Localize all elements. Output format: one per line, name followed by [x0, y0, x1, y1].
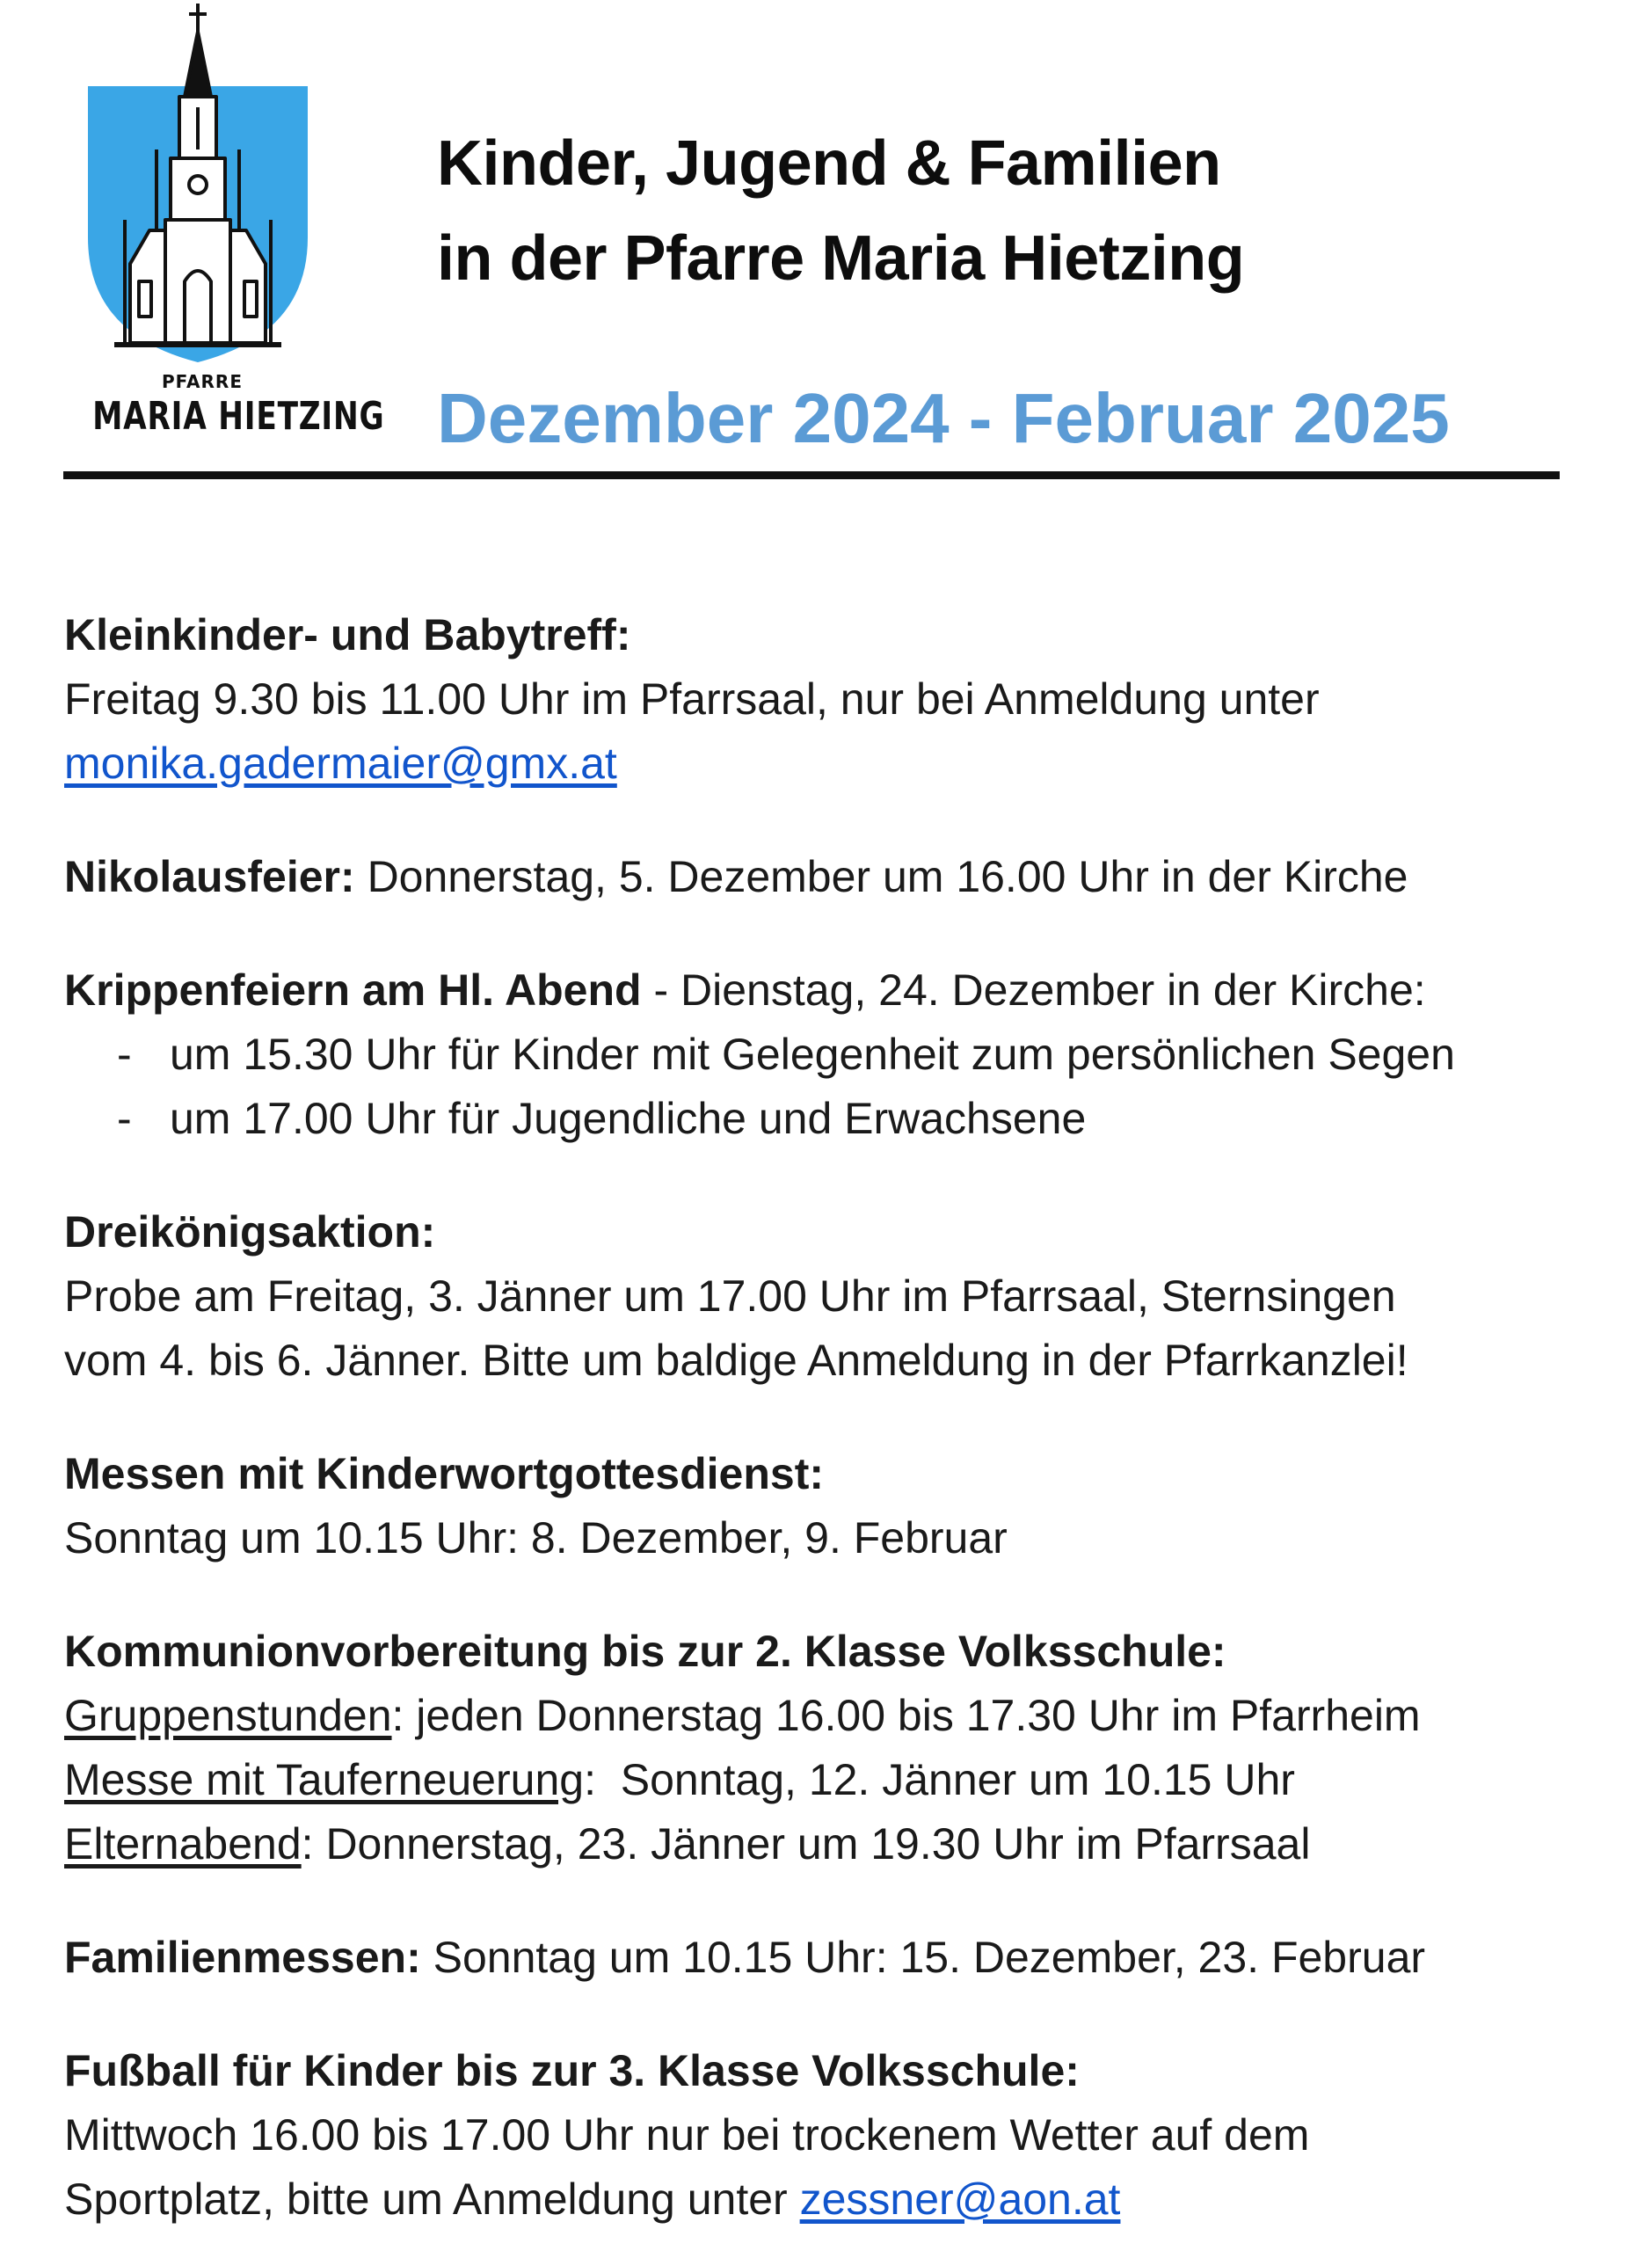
item-term: Gruppenstunden [64, 1691, 392, 1740]
section-messen-kinderwortgottesdienst [64, 1442, 1612, 1570]
section-label: Familienmessen: [64, 1933, 421, 1982]
section-familienmessen [64, 1926, 1612, 1990]
section-kleinkinder [64, 603, 1612, 796]
list-item: - um 15.30 Uhr für Kinder mit Gelegenheit zum persönlichen Segen [64, 1023, 1612, 1087]
email-link-zessner[interactable]: zessner@aon.at [799, 2175, 1121, 2224]
bullet-dash: - [117, 1030, 132, 1079]
title-line-1: Kinder, Jugend & Familien [437, 128, 1221, 199]
header-divider [63, 471, 1560, 479]
section-text: Probe am Freitag, 3. Jänner um 17.00 Uhr im Pfarrsaal, Sternsingen [64, 1271, 1396, 1321]
section-fussball [64, 2039, 1612, 2232]
section-text: - Dienstag, 24. Dezember in der Kirche: [641, 965, 1426, 1015]
section-text: Sonntag um 10.15 Uhr: 15. Dezember, 23. Februar [420, 1933, 1426, 1982]
section-dreikoenigsaktion [64, 1200, 1612, 1393]
section-text: Freitag 9.30 bis 11.00 Uhr im Pfarrsaal, nur bei Anmeldung unter [64, 674, 1320, 724]
program-list [64, 603, 1612, 2232]
list-item: Gruppenstunden: jeden Donnerstag 16.00 bis 17.30 Uhr im Pfarrheim [64, 1691, 1421, 1740]
item-term: Elternabend [64, 1819, 302, 1869]
list-item: - um 17.00 Uhr für Jugendliche und Erwachsene [64, 1087, 1612, 1151]
section-text: vom 4. bis 6. Jänner. Bitte um baldige Anmeldung in der Pfarrkanzlei! [64, 1336, 1408, 1385]
title-line-2: in der Pfarre Maria Hietzing [437, 223, 1245, 294]
section-label: Dreikönigsaktion: [64, 1207, 436, 1257]
item-term: Messe mit Tauferneuerung [64, 1755, 585, 1804]
bullet-dash: - [117, 1094, 132, 1143]
list-item: Elternabend: Donnerstag, 23. Jänner um 19.30 Uhr im Pfarrsaal [64, 1819, 1311, 1869]
section-label: Krippenfeiern am Hl. Abend [64, 965, 642, 1015]
section-label: Kleinkinder- und Babytreff: [64, 610, 631, 659]
logo-parish-name: MARIA HIETZING [92, 394, 385, 439]
section-nikolaus [64, 845, 1612, 909]
section-text: Mittwoch 16.00 bis 17.00 Uhr nur bei trockenem Wetter auf dem [64, 2110, 1310, 2160]
section-text: Sportplatz, bitte um Anmeldung unter [64, 2175, 800, 2224]
section-label: Fußball für Kinder bis zur 3. Klasse Volksschule: [64, 2046, 1080, 2095]
email-link-monika[interactable]: monika.gadermaier@gmx.at [64, 739, 617, 788]
page-title [437, 116, 1244, 306]
section-label: Messen mit Kinderwortgottesdienst: [64, 1449, 824, 1498]
section-text: Donnerstag, 5. Dezember um 16.00 Uhr in der Kirche [354, 852, 1408, 901]
church-icon [62, 0, 343, 369]
list-item: Messe mit Tauferneuerung: Sonntag, 12. Jänner um 10.15 Uhr [64, 1755, 1295, 1804]
section-kommunionvorbereitung [64, 1620, 1612, 1876]
section-krippenfeiern [64, 958, 1612, 1151]
section-text: Sonntag um 10.15 Uhr: 8. Dezember, 9. Februar [64, 1513, 1008, 1563]
logo-pfarre-text: PFARRE [162, 371, 243, 392]
parish-logo [62, 0, 385, 448]
section-label: Nikolausfeier: [64, 852, 355, 901]
section-label: Kommunionvorbereitung bis zur 2. Klasse Volksschule: [64, 1627, 1226, 1676]
period-heading: Dezember 2024 - Februar 2025 [437, 379, 1450, 457]
